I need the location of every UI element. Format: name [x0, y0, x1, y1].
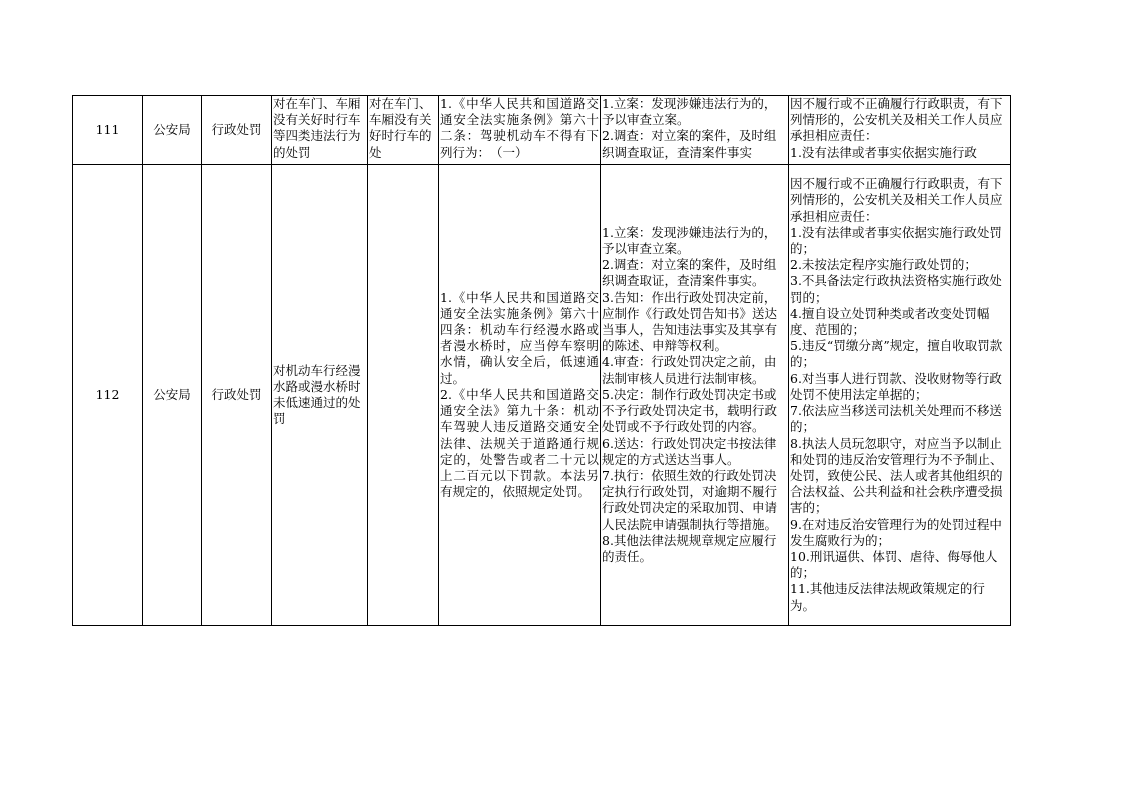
legal-basis — [439, 96, 601, 165]
duty-paragraph: 10.刑讯逼供、体罚、虐待、侮辱他人的； — [790, 548, 998, 581]
duty-paragraph: 1.没有法律或者事实依据实施行政处罚的； — [790, 224, 1002, 257]
legal-basis — [439, 165, 601, 626]
item-name: 对机动车行经漫水路或漫水桥时未低速通过的处罚 — [272, 165, 368, 626]
duty-paragraph: 11.其他违反法律法规政策规定的行为。 — [790, 581, 985, 613]
department: 公安局 — [143, 96, 202, 165]
responsibility — [789, 96, 1011, 165]
sub-item-name — [368, 96, 439, 165]
power-type: 行政处罚 — [202, 165, 272, 626]
duty-paragraph: 8.执法人员玩忽职守，对应当予以制止和处罚的违反治安管理行为不予制止、处罚，致使公民、法人或者其他组织的合法权益、公共利益和社会秩序遭受损害的； — [790, 435, 1003, 516]
process-paragraph: 5.决定：制作行政处罚决定书或不予行政处罚决定书，载明行政处罚或不予行政处罚的内容。 — [602, 386, 778, 435]
process-paragraph: 2.调查：对立案的案件，及时组织调查取证，查清案件事实。 — [602, 257, 777, 289]
process-steps — [601, 96, 789, 165]
item-name — [272, 96, 368, 165]
department: 公安局 — [143, 165, 202, 626]
item-name-text: 对在车门、车厢没有关好时行车等四类违法行为的处罚 — [273, 96, 361, 160]
process-paragraph: 8.其他法律法规规章规定应履行的责任。 — [602, 532, 777, 564]
serial-number: 111 — [73, 96, 143, 165]
sub-item-name — [368, 165, 439, 626]
duty-paragraph: 5.违反“罚缴分离”规定，擅自收取罚款的； — [790, 338, 1003, 370]
duty-paragraph: 因不履行或不正确履行行政职责，有下列情形的，公安机关及相关工作人员应承担相应责任： — [790, 96, 1003, 144]
authority-table — [72, 95, 1011, 626]
table-row — [73, 96, 1011, 165]
duty-paragraph: 6.对当事人进行罚款、没收财物等行政处罚不使用法定单据的； — [790, 370, 1002, 402]
process-paragraph: 2.调查：对立案的案件，及时组织调查取证，查清案件事实 — [602, 128, 777, 160]
table-row — [73, 165, 1011, 626]
process-paragraph: 7.执行：依照生效的行政处罚决定执行行政处罚，对逾期不履行行政处罚决定的采取加罚、申请人民法院申请强制执行等措施。 — [602, 467, 778, 532]
sub-item-text: 对在车门、车厢没有关好时行车的处 — [369, 96, 432, 160]
serial-number: 112 — [73, 165, 143, 626]
duty-paragraph: 4.擅自设立处罚种类或者改变处罚幅度、范围的； — [790, 305, 990, 338]
duty-paragraph: 因不履行或不正确履行行政职责，有下列情形的，公安机关及相关工作人员应承担相应责任： — [790, 176, 1003, 224]
basis-paragraph: 1.《中华人民共和国道路交通安全法实施条例》第六十二条：驾驶机动车不得有下列行为： （一） — [440, 96, 599, 160]
duty-paragraph: 7.依法应当移送司法机关处理而不移送的； — [790, 403, 1002, 435]
power-type: 行政处罚 — [202, 96, 272, 165]
process-paragraph: 1.立案：发现涉嫌违法行为的，予以审查立案。 — [602, 96, 777, 128]
basis-paragraph: 1.《中华人民共和国道路交通安全法实施条例》第六十四条：机动车行经漫水路或者漫水桥时，应当停车察明水情，确认安全后，低速通过。 — [440, 289, 599, 386]
process-paragraph: 4.审查：行政处罚决定之前，由法制审核人员进行法制审核。 — [602, 354, 777, 386]
duty-paragraph: 9.在对违反治安管理行为的处罚过程中发生腐败行为的； — [790, 516, 1002, 548]
process-steps — [601, 165, 789, 626]
responsibility — [789, 165, 1011, 626]
duty-paragraph: 1.没有法律或者事实依据实施行政 — [790, 144, 977, 160]
process-paragraph: 6.送达：行政处罚决定书按法律规定的方式送达当事人。 — [602, 435, 777, 467]
process-paragraph: 3.告知：作出行政处罚决定前，应制作《行政处罚告知书》送达当事人，告知违法事实及其享有的陈述、申辩等权利。 — [602, 289, 778, 354]
duty-paragraph: 2.未按法定程序实施行政处罚的； — [790, 257, 977, 273]
process-paragraph: 1.立案：发现涉嫌违法行为的，予以审查立案。 — [602, 224, 777, 257]
basis-paragraph: 2.《中华人民共和国道路交通安全法》第九十条：机动车驾驶人违反道路交通安全法律、法规关于道路通行规定的，处警告或者二十元以上二百元以下罚款。本法另有规定的，依照规定处罚。 — [440, 386, 599, 500]
duty-paragraph: 3.不具备法定行政执法资格实施行政处罚的； — [790, 273, 1002, 305]
